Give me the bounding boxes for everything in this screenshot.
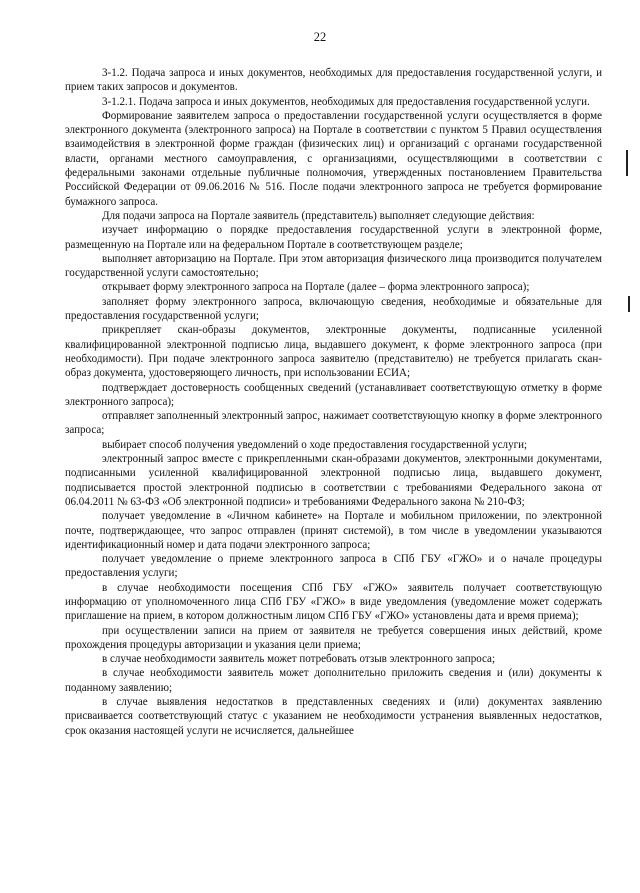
paragraph-step-confirm: подтверждает достоверность сообщенных сведений (устанавливает соответствующую отметку в форме электронного запроса); xyxy=(65,381,602,408)
paragraph-3-1-2-heading: 3-1.2. Подача запроса и иных документов, необходимых для предоставления государственной услуги, и прием таких запросов и документов. xyxy=(65,67,602,94)
paragraph-step-authorization: выполняет авторизацию на Портале. При этом авторизация физического лица производится получателем государственной услуги самостоятельно; xyxy=(65,252,602,280)
paragraph-step-study-info: изучает информацию о порядке предоставления государственной услуги в электронной форме, размещенную на Портале или на федеральном Портале в соответствующем разделе; xyxy=(65,224,602,251)
paragraph-request-formation: Формирование заявителем запроса о предоставлении государственной услуги осуществляется в форме электронного документа (электронного запроса) на Портале в соответствии с пунктом 5 Правил осуществления взаимодействия в электронной форме граждан (физических лиц) и организаций с органами государственной власти, органами местного самоуправления, с организациями, осуществляющими в соответствии с федеральными законами отдельные публичные полномочия, утвержденных постановлением Правительства Российской Федерации от 09.06.2016 № 516. После подачи электронного запроса не требуется формирование бумажного запроса. xyxy=(65,109,602,208)
page-number: 22 xyxy=(313,30,327,44)
paragraph-request-withdrawal: в случае необходимости заявитель может потребовать отзыв электронного запроса; xyxy=(102,653,496,666)
paragraph-additional-documents: в случае необходимости заявитель может дополнительно приложить сведения и (или) документы к поданному заявлению; xyxy=(65,667,602,694)
paragraph-receive-acceptance: получает уведомление о приеме электронного запроса в СПб ГБУ «ГЖО» и о начале процедуры предоставления услуги; xyxy=(65,553,602,580)
paragraph-3-1-2-1-heading: 3-1.2.1. Подача запроса и иных документов, необходимых для предоставления государственной услуги. xyxy=(102,95,590,108)
margin-scan-mark xyxy=(626,150,628,176)
paragraph-step-send: отправляет заполненный электронный запрос, нажимает соответствующую кнопку в форме электронного запроса; xyxy=(65,410,602,437)
paragraph-step-attach-scans: прикрепляет скан-образы документов, электронные документы, подписанные усиленной квалифицированной электронной подписью лица, выдавшего документ, к форме электронного запроса (при необходимости). При подаче электронного запроса заявителю (представителю) не требуется прилагать скан-образ документа, удостоверяющего личность, при использовании ЕСИА; xyxy=(65,324,602,380)
paragraph-step-notification-method: выбирает способ получения уведомлений о ходе предоставления государственной услуги; xyxy=(102,438,528,451)
paragraph-actions-intro: Для подачи запроса на Портале заявитель (представитель) выполняет следующие действия: xyxy=(102,209,535,222)
paragraph-step-fill-form: заполняет форму электронного запроса, включающую сведения, необходимые и обязательные для предоставления государственной услуги; xyxy=(65,295,602,323)
paragraph-step-open-form: открывает форму электронного запроса на Портале (далее – форма электронного запроса); xyxy=(102,281,530,294)
paragraph-appointment-booking: при осуществлении записи на прием от заявителя не требуется совершения иных действий, кроме прохождения процедуры авторизации и указания цели приема; xyxy=(65,624,602,651)
paragraph-electronic-signature: электронный запрос вместе с прикрепленными скан-образами документов, электронными документами, подписанными усиленной квалифицированной электронной подписью лица, выдавшего документ, подписывается простой электронной подписью в соответствии с требованиями Федерального закона от 06.04.2011 № 63-ФЗ «Об электронной подписи» и требованиями Федерального закона № 210-ФЗ; xyxy=(65,453,602,508)
margin-scan-mark xyxy=(628,296,630,312)
paragraph-deficiencies: в случае выявления недостатков в представленных сведениях и (или) документах заявлению присваивается соответствующий статус с указанием не необходимости устранения выявленных недостатков, срок оказания настоящей услуги не исчисляется, дальнейшее xyxy=(65,696,602,737)
document-body xyxy=(65,66,602,738)
paragraph-receive-confirmation: получает уведомление в «Личном кабинете» на Портале и мобильном приложении, по электронной почте, подтверждающее, что запрос отправлен (принят системой), в том числе в уведомлении указываются идентификационный номер и дата подачи электронного запроса; xyxy=(65,510,602,551)
paragraph-visit-invitation: в случае необходимости посещения СПб ГБУ «ГЖО» заявитель получает соответствующую информацию от уполномоченного лица СПб ГБУ «ГЖО» в виде уведомления (уведомление может содержать приглашение на прием, в котором должностным лицом СПб ГБУ «ГЖО» установлены дата и время приема); xyxy=(65,581,602,623)
